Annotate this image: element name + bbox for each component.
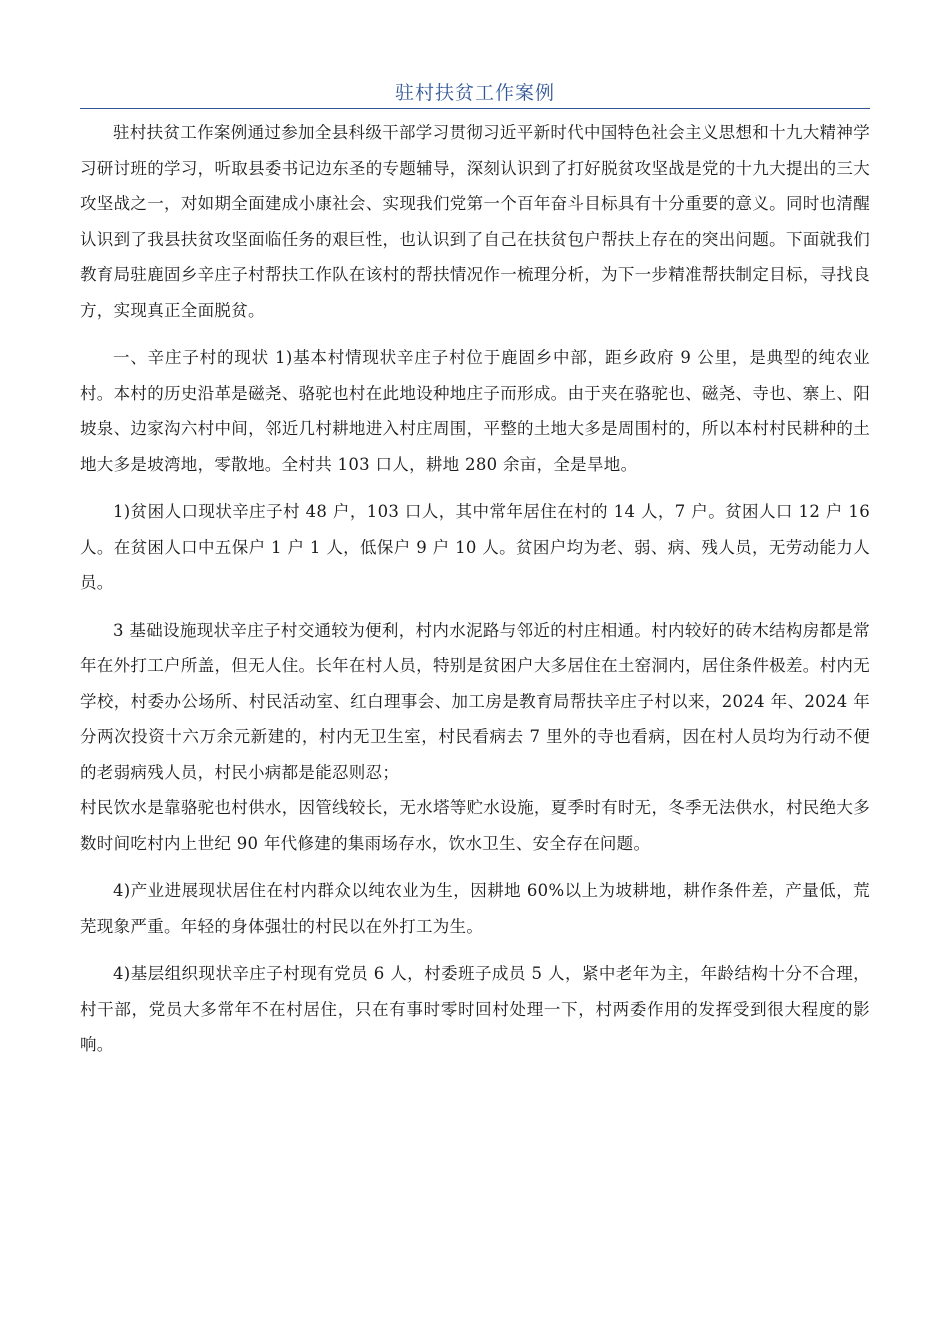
document-title: 驻村扶贫工作案例 bbox=[394, 82, 555, 104]
paragraph-village-status: 一、辛庄子村的现状 1)基本村情现状辛庄子村位于鹿固乡中部，距乡政府 9 公里，是典型的纯农业村。本村的历史沿革是磁尧、骆驼也村在此地设种地庄子而形成。由于夹在骆驼也、磁尧、寺也、寨上、阳坡泉、边家沟六村中间，邻近几村耕地进入村庄周围，平整的土地大多是周围村的，所以本村村民耕种的土地大多是坡湾地，零散地。全村共 103 口人，耕地 280 余亩，全是旱地。 bbox=[80, 348, 870, 474]
title-underline bbox=[80, 108, 870, 109]
document-page bbox=[80, 78, 870, 1075]
paragraph-infrastructure: 3 基础设施现状辛庄子村交通较为便利，村内水泥路与邻近的村庄相通。村内较好的砖木结构房都是常年在外打工户所盖，但无人住。长年在村人员，特别是贫困户大多居住在土窑洞内，居住条件极差。村内无学校，村委办公场所、村民活动室、红白理事会、加工房是教育局帮扶辛庄子村以来，2024 年、2024 年分两次投资十六万余元新建的，村内无卫生室，村民看病去 7 里外的寺也看病，因在村人员均为行动不便的老弱病残人员，村民小病都是能忍则忍； bbox=[80, 620, 870, 782]
paragraph-intro: 驻村扶贫工作案例通过参加全县科级干部学习贯彻习近平新时代中国特色社会主义思想和十九大精神学习研讨班的学习，听取县委书记边东圣的专题辅导，深刻认识到了打好脱贫攻坚战是党的十九大提出的三大攻坚战之一，对如期全面建成小康社会、实现我们党第一个百年奋斗目标具有十分重要的意义。同时也清醒认识到了我县扶贫攻坚面临任务的艰巨性，也认识到了自己在扶贫包户帮扶上存在的突出问题。下面就我们教育局驻鹿固乡辛庄子村帮扶工作队在该村的帮扶情况作一梳理分析，为下一步精准帮扶制定目标，寻找良方，实现真正全面脱贫。 bbox=[80, 123, 870, 320]
paragraph-poverty-population: 1)贫困人口现状辛庄子村 48 户，103 口人，其中常年居住在村的 14 人，7 户。贫困人口 12 户 16 人。在贫困人口中五保户 1 户 1 人，低保户 9 户 10 人。贫困户均为老、弱、病、残人员，无劳动能力人员。 bbox=[80, 502, 870, 592]
paragraph-grassroots-organization: 4)基层组织现状辛庄子村现有党员 6 人，村委班子成员 5 人，紧中老年为主，年龄结构十分不合理，村干部，党员大多常年不在村居住，只在有事时零时回村处理一下，村两委作用的发挥受到很大程度的影响。 bbox=[80, 964, 870, 1054]
paragraph-industry: 4)产业进展现状居住在村内群众以纯农业为生，因耕地 60%以上为坡耕地，耕作条件差，产量低，荒芜现象严重。年轻的身体强壮的村民以在外打工为生。 bbox=[80, 881, 870, 936]
paragraph-water-supply: 村民饮水是靠骆驼也村供水，因管线较长，无水塔等贮水设施，夏季时有时无，冬季无法供水，村民绝大多数时间吃村内上世纪 90 年代修建的集雨场存水，饮水卫生、安全存在问题。 bbox=[80, 798, 870, 853]
